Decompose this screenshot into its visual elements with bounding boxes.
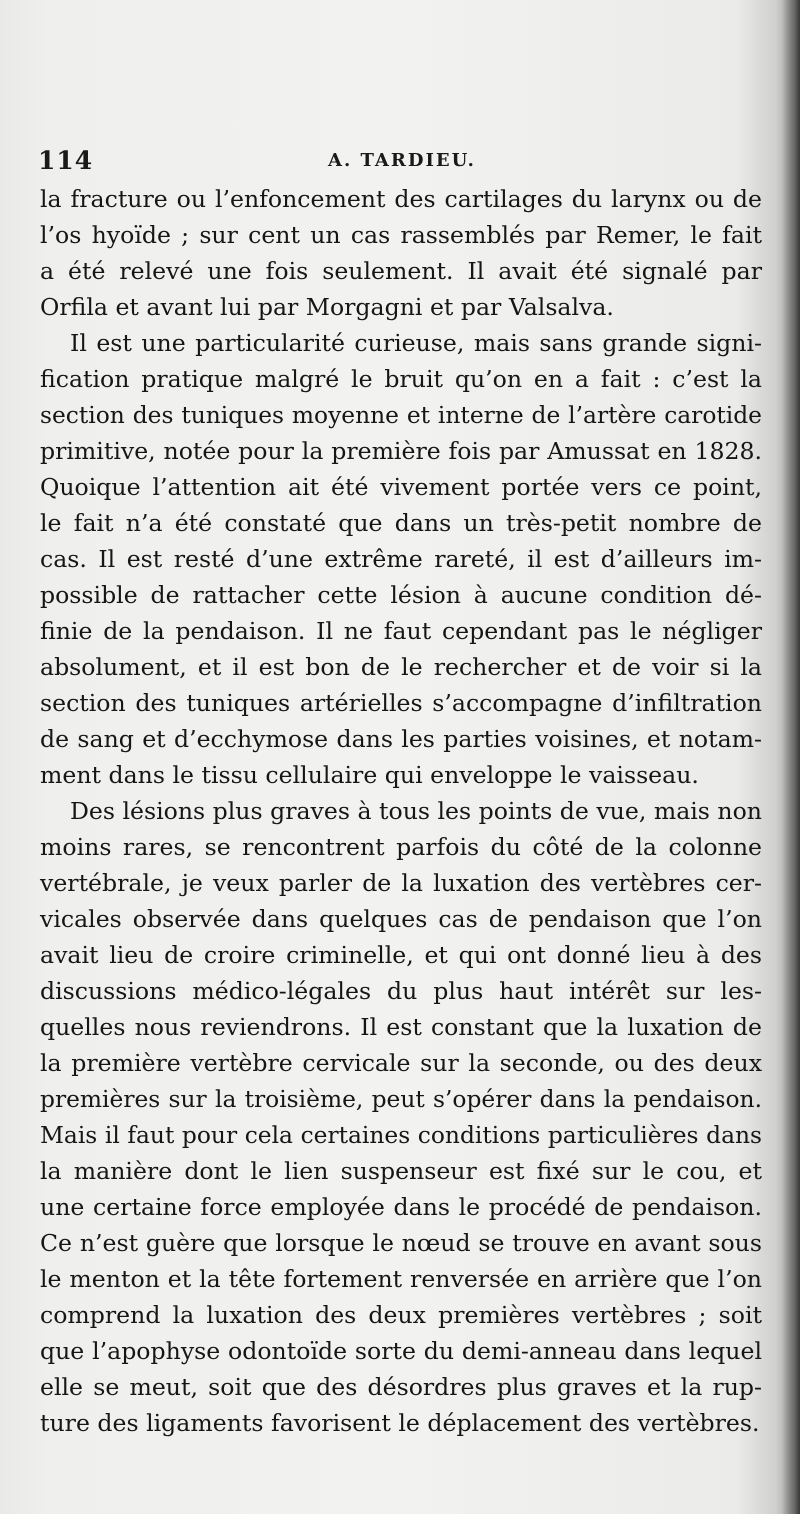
text-line: le fait n’a été constaté que dans un très-petit nombre de — [40, 509, 762, 537]
paragraph-last-line: Orfila et avant lui par Morgagni et par Valsalva. — [40, 293, 614, 321]
text-line: section des tuniques moyenne et interne de l’artère carotide — [40, 401, 762, 429]
text-line: quelles nous reviendrons. Il est constant que la luxation de — [40, 1013, 762, 1041]
text-line: possible de rattacher cette lésion à aucune condition dé- — [40, 581, 762, 609]
text-line: discussions médico-légales du plus haut intérêt sur les- — [40, 977, 762, 1005]
text-line: elle se meut, soit que des désordres plus graves et la rup- — [40, 1373, 762, 1401]
paragraph-last-line: ture des ligaments favorisent le déplacement des vertèbres. — [40, 1409, 760, 1437]
text-line: fication pratique malgré le bruit qu’on en a fait : c’est la — [40, 365, 762, 393]
paragraph-last-line: ment dans le tissu cellulaire qui enveloppe le vaisseau. — [40, 761, 699, 789]
paragraph-first-line: Des lésions plus graves à tous les points de vue, mais non — [70, 797, 763, 825]
text-line: de sang et d’ecchymose dans les parties voisines, et notam- — [40, 725, 762, 753]
text-line: vertébrale, je veux parler de la luxation des vertèbres cer- — [40, 869, 762, 897]
text-line: absolument, et il est bon de le rechercher et de voir si la — [40, 653, 762, 681]
text-line: a été relevé une fois seulement. Il avait été signalé par — [40, 257, 762, 285]
text-line: section des tuniques artérielles s’accompagne d’infiltration — [40, 689, 762, 717]
text-line: primitive, notée pour la première fois par Amussat en 1828. — [40, 437, 762, 465]
text-line: premières sur la troisième, peut s’opérer dans la pendaison. — [40, 1085, 762, 1113]
text-line: la fracture ou l’enfoncement des cartilages du larynx ou de — [40, 185, 762, 213]
text-line: que l’apophyse odontoïde sorte du demi-anneau dans lequel — [40, 1337, 762, 1365]
running-head-author: A. TARDIEU. — [328, 150, 476, 171]
text-line: Mais il faut pour cela certaines conditions particulières dans — [40, 1121, 762, 1149]
page-number: 114 — [38, 146, 94, 175]
text-line: comprend la luxation des deux premières vertèbres ; soit — [40, 1301, 762, 1329]
text-line: cas. Il est resté d’une extrême rareté, il est d’ailleurs im- — [40, 545, 762, 573]
text-line: vicales observée dans quelques cas de pendaison que l’on — [40, 905, 762, 933]
text-line: la manière dont le lien suspenseur est fixé sur le cou, et — [40, 1157, 762, 1185]
text-line: l’os hyoïde ; sur cent un cas rassemblés par Remer, le fait — [40, 221, 762, 249]
paragraph-first-line: Il est une particularité curieuse, mais sans grande signi- — [70, 329, 762, 357]
text-line: moins rares, se rencontrent parfois du côté de la colonne — [40, 833, 762, 861]
text-line: Ce n’est guère que lorsque le nœud se trouve en avant sous — [40, 1229, 762, 1257]
text-line: finie de la pendaison. Il ne faut cependant pas le négliger — [40, 617, 762, 645]
text-line: une certaine force employée dans le procédé de pendaison. — [40, 1193, 762, 1221]
body-text — [40, 181, 762, 1441]
text-line: le menton et la tête fortement renversée en arrière que l’on — [40, 1265, 762, 1293]
running-head — [38, 146, 760, 176]
text-line: Quoique l’attention ait été vivement portée vers ce point, — [40, 473, 762, 501]
text-line: avait lieu de croire criminelle, et qui ont donné lieu à des — [40, 941, 762, 969]
text-line: la première vertèbre cervicale sur la seconde, ou des deux — [40, 1049, 762, 1077]
